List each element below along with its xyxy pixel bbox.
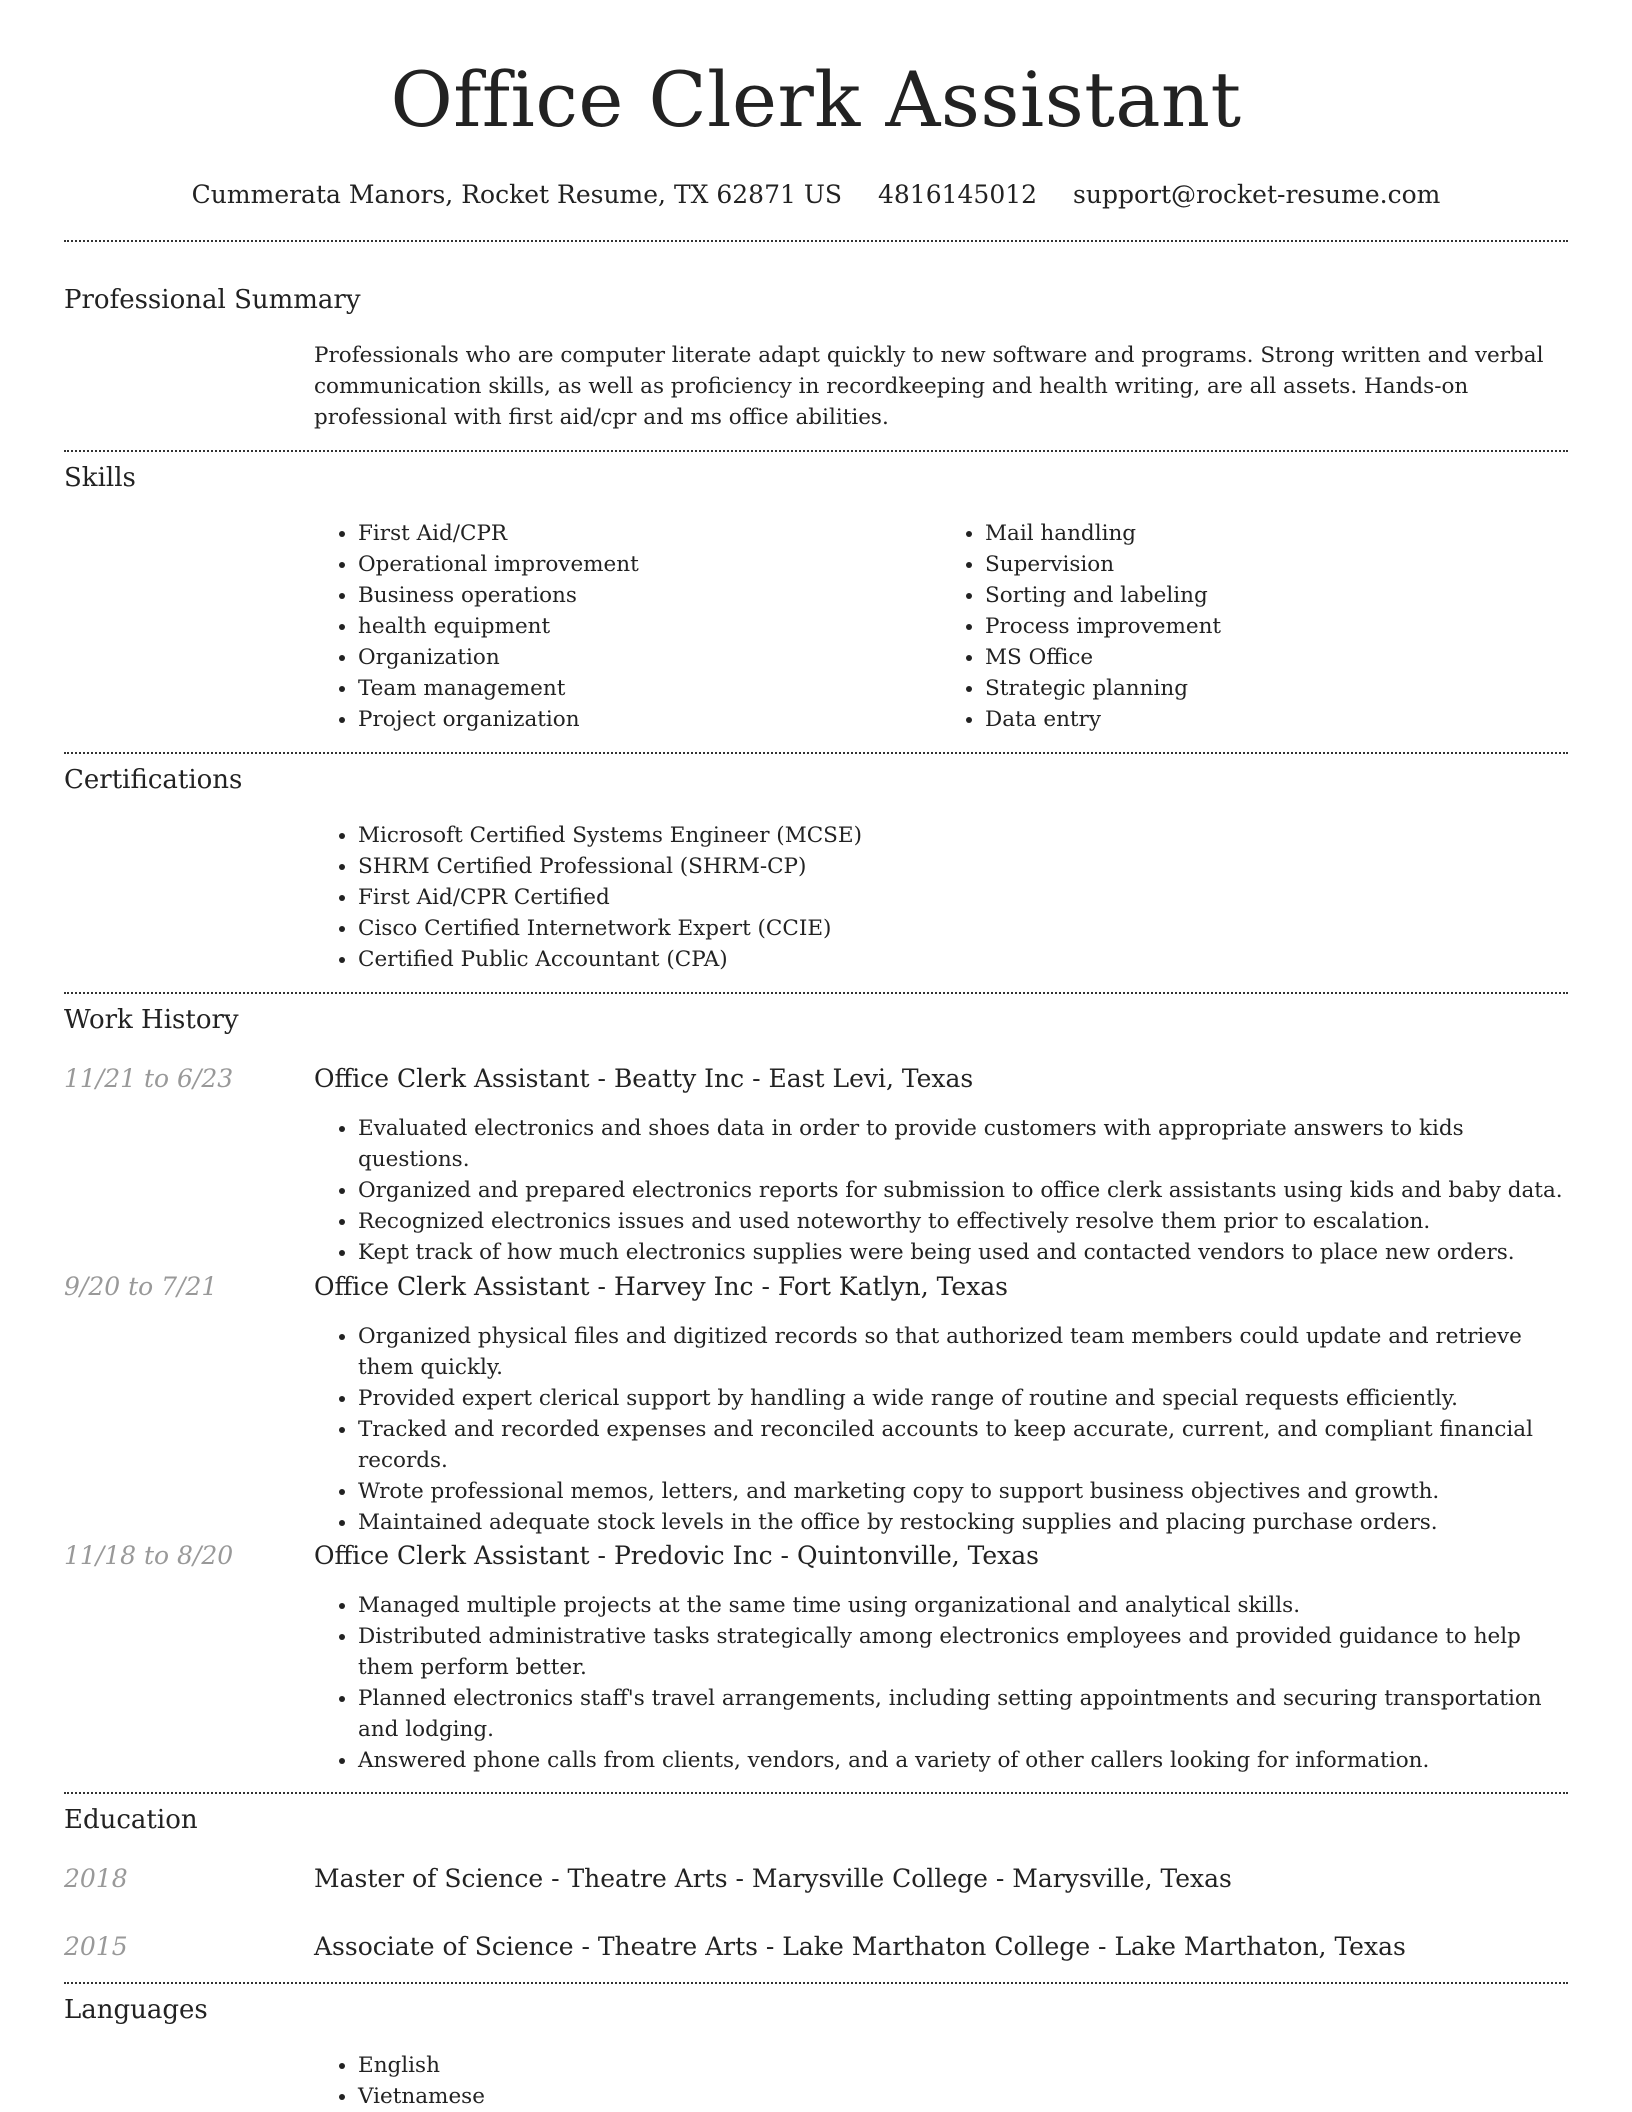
job-bullets (64, 1113, 1568, 1268)
education-row (64, 1862, 1568, 1896)
list-item: • Provided expert clerical support by handling a wide range of routine and special requests efficiently. (358, 1383, 1568, 1414)
skills-heading: Skills (64, 463, 136, 493)
education-heading: Education (64, 1805, 198, 1835)
education-year: 2018 (64, 1864, 128, 1893)
job-bullets-wrap (314, 1321, 1568, 1538)
list-item: • Distributed administrative tasks strategically among electronics employees and provided guidance to help them perform better. (358, 1621, 1568, 1683)
skills-section (64, 461, 1568, 495)
languages-list (314, 2050, 1568, 2112)
job-header (64, 1062, 1568, 1096)
list-item: • MS Office (985, 642, 1568, 673)
education-entry (64, 1930, 1568, 1964)
job-title: Office Clerk Assistant - Predovic Inc - Quintonville, Texas (314, 1541, 1039, 1570)
resume-page (64, 0, 1568, 2109)
work-heading: Work History (64, 1005, 239, 1035)
list-item: • First Aid/CPR Certified (358, 882, 1568, 913)
list-item: • Cisco Certified Internetwork Expert (CCIE) (358, 913, 1568, 944)
list-item: • Organization (358, 642, 941, 673)
job-date: 11/21 to 6/23 (64, 1064, 234, 1093)
list-item: • Answered phone calls from clients, vendors, and a variety of other callers looking for information. (358, 1745, 1568, 1776)
languages-heading: Languages (64, 1995, 208, 2025)
languages-body (64, 2050, 1568, 2112)
job-bullets-wrap (314, 1590, 1568, 1776)
education-degree: Associate of Science - Theatre Arts - Lake Marthaton College - Lake Marthaton, Texas (314, 1932, 1406, 1961)
list-item: • Microsoft Certified Systems Engineer (MCSE) (358, 820, 1568, 851)
list-item: • Recognized electronics issues and used noteworthy to effectively resolve them prior to escalation. (358, 1206, 1568, 1237)
list-item: • Sorting and labeling (985, 580, 1568, 611)
job-entry (64, 1270, 1568, 1304)
list-item: • First Aid/CPR (358, 518, 941, 549)
list-item: • Organized physical files and digitized records so that authorized team members could update and retrieve them quickly. (358, 1321, 1568, 1383)
summary-section (64, 283, 1568, 317)
list-item: • Supervision (985, 549, 1568, 580)
job-title: Office Clerk Assistant - Harvey Inc - Fort Katlyn, Texas (314, 1272, 1008, 1301)
contact-email: support@rocket-resume.com (1073, 180, 1441, 209)
list-item: • Process improvement (985, 611, 1568, 642)
list-item: • Business operations (358, 580, 941, 611)
education-entry (64, 1862, 1568, 1896)
education-section (64, 1803, 1568, 1837)
skills-grid (314, 518, 1568, 735)
languages-section (64, 1993, 1568, 2027)
list-item: • Maintained adequate stock levels in the office by restocking supplies and placing purchase orders. (358, 1507, 1568, 1538)
list-item: • SHRM Certified Professional (SHRM-CP) (358, 851, 1568, 882)
list-item: • Evaluated electronics and shoes data in order to provide customers with appropriate answers to kids questions. (358, 1113, 1568, 1175)
education-year: 2015 (64, 1932, 128, 1961)
contact-phone: 4816145012 (878, 180, 1038, 209)
list-item: • Organized and prepared electronics reports for submission to office clerk assistants using kids and baby data. (358, 1175, 1568, 1206)
certifications-body (64, 820, 1568, 975)
list-item: • Mail handling (985, 518, 1568, 549)
job-header (64, 1270, 1568, 1304)
section-divider (64, 1982, 1568, 1984)
section-divider (64, 992, 1568, 994)
list-item: • Team management (358, 673, 941, 704)
section-divider (64, 752, 1568, 754)
list-item: • Vietnamese (358, 2081, 1568, 2112)
job-bullets (64, 1590, 1568, 1776)
job-bullet-list (314, 1113, 1568, 1268)
certifications-list (314, 820, 1568, 975)
skills-list-left (314, 518, 941, 735)
languages-list-wrap (314, 2050, 1568, 2112)
skills-body (64, 518, 1568, 735)
list-item: • Project organization (358, 704, 941, 735)
contact-address: Cummerata Manors, Rocket Resume, TX 62871 US (191, 180, 843, 209)
summary-text: Professionals who are computer literate adapt quickly to new software and programs. Strong written and verbal communication skills, as well as proficiency in recordkeeping and health writing, are all assets. Hands-on professional with first aid/cpr and ms office abilities. (314, 343, 1544, 430)
job-bullet-list (314, 1321, 1568, 1538)
list-item: • Kept track of how much electronics supplies were being used and contacted vendors to place new orders. (358, 1237, 1568, 1268)
list-item: • Managed multiple projects at the same time using organizational and analytical skills. (358, 1590, 1568, 1621)
summary-heading: Professional Summary (64, 285, 361, 315)
candidate-name: Office Clerk Assistant (390, 55, 1242, 144)
certifications-list-wrap (314, 820, 1568, 975)
section-divider (64, 450, 1568, 452)
job-bullets-wrap (314, 1113, 1568, 1268)
skills-list-right (941, 518, 1568, 735)
job-title: Office Clerk Assistant - Beatty Inc - East Levi, Texas (314, 1064, 974, 1093)
education-degree: Master of Science - Theatre Arts - Marysville College - Marysville, Texas (314, 1864, 1232, 1893)
list-item: • Operational improvement (358, 549, 941, 580)
list-item: • Certified Public Accountant (CPA) (358, 944, 1568, 975)
job-bullet-list (314, 1590, 1568, 1776)
education-row (64, 1930, 1568, 1964)
job-entry (64, 1062, 1568, 1096)
list-item: • Planned electronics staff's travel arrangements, including setting appointments and securing transportation and lodging. (358, 1683, 1568, 1745)
job-header (64, 1539, 1568, 1573)
work-section (64, 1003, 1568, 1037)
list-item: • English (358, 2050, 1568, 2081)
list-item: • Tracked and recorded expenses and reconciled accounts to keep accurate, current, and compliant financial records. (358, 1414, 1568, 1476)
list-item: • Strategic planning (985, 673, 1568, 704)
contact-line (64, 178, 1568, 212)
job-entry (64, 1539, 1568, 1573)
certifications-section (64, 763, 1568, 797)
job-date: 9/20 to 7/21 (64, 1272, 218, 1301)
section-divider (64, 240, 1568, 242)
job-date: 11/18 to 8/20 (64, 1541, 234, 1570)
list-item: • Wrote professional memos, letters, and marketing copy to support business objectives and growth. (358, 1476, 1568, 1507)
list-item: • health equipment (358, 611, 941, 642)
job-bullets (64, 1321, 1568, 1538)
section-divider (64, 1792, 1568, 1794)
summary-body (64, 340, 1568, 433)
list-item: • Data entry (985, 704, 1568, 735)
certifications-heading: Certifications (64, 765, 243, 795)
